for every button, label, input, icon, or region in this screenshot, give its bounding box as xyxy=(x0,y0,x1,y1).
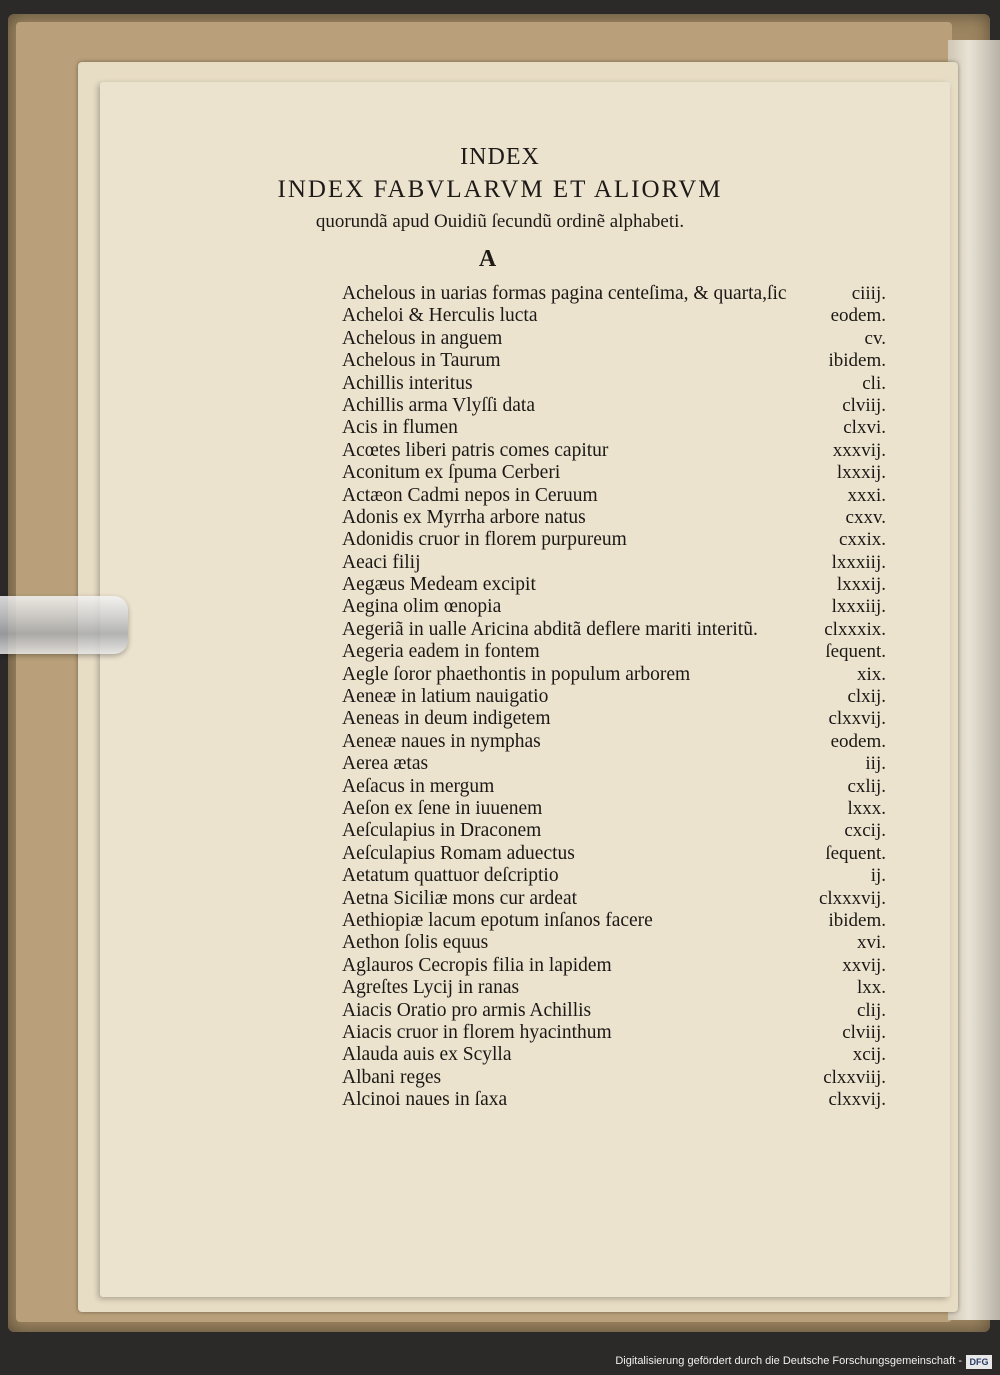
entry-page: cli. xyxy=(862,372,886,394)
entry-page: xix. xyxy=(856,663,886,685)
entry-page: ſequent. xyxy=(825,842,886,864)
entry-page: xcij. xyxy=(852,1044,886,1066)
entry-page: ſequent. xyxy=(825,641,886,663)
entry-page: lxxxij. xyxy=(836,462,886,484)
index-entry xyxy=(342,305,890,327)
entry-page: lxx. xyxy=(856,977,886,999)
entry-page: cv. xyxy=(864,327,886,349)
index-entry xyxy=(342,462,890,484)
index-entry xyxy=(342,731,890,753)
entry-page: lxxxiij. xyxy=(831,596,886,618)
entry-text: Actæon Cadmi nepos in Ceruum xyxy=(342,484,598,506)
entry-text: Aeſculapius in Draconem xyxy=(342,820,542,842)
index-entry xyxy=(342,417,890,439)
entry-page: clxxviij. xyxy=(823,1066,886,1088)
entry-text: Aetna Siciliæ mons cur ardeat xyxy=(342,887,578,909)
entry-text: Aethiopiæ lacum epotum inſanos facere xyxy=(342,909,653,931)
dfg-logo: DFG xyxy=(966,1355,992,1369)
entry-page: clxxvij. xyxy=(828,1089,886,1111)
index-entry xyxy=(342,283,890,305)
entry-text: Aeneas in deum indigetem xyxy=(342,708,551,730)
entry-page: lxxx. xyxy=(847,797,886,819)
entry-page: ibidem. xyxy=(828,909,886,931)
index-entry xyxy=(342,1044,890,1066)
entry-text: Achillis interitus xyxy=(342,372,473,394)
index-entry xyxy=(342,753,890,775)
index-entry xyxy=(342,865,890,887)
entry-text: Acœtes liberi patris comes capitur xyxy=(342,439,609,461)
index-entry xyxy=(342,619,890,641)
entry-page: eodem. xyxy=(830,305,886,327)
entry-page: clxxxvij. xyxy=(818,887,886,909)
entry-page: cxcij. xyxy=(844,820,886,842)
entry-page: iij. xyxy=(865,753,886,775)
index-entry xyxy=(342,798,890,820)
entry-text: Aetatum quattuor deſcriptio xyxy=(342,865,559,887)
entry-text: Aethon ſolis equus xyxy=(342,932,489,954)
entry-text: Adonidis cruor in florem purpureum xyxy=(342,529,627,551)
index-entry xyxy=(342,910,890,932)
entry-text: Alauda auis ex Scylla xyxy=(342,1044,512,1066)
entry-page: clxxxix. xyxy=(824,618,886,640)
index-entry xyxy=(342,1067,890,1089)
entry-page: cxxix. xyxy=(839,529,886,551)
entry-text: Agreſtes Lycij in ranas xyxy=(342,977,520,999)
entry-text: Aglauros Cecropis filia in lapidem xyxy=(342,954,612,976)
entry-text: Aeſculapius Romam aduectus xyxy=(342,842,575,864)
index-entry xyxy=(342,955,890,977)
entry-text: Albani reges xyxy=(342,1066,442,1088)
entry-text: Adonis ex Myrrha arbore natus xyxy=(342,506,586,528)
index-entry xyxy=(342,820,890,842)
entry-page: clxxvij. xyxy=(828,708,886,730)
entry-page: lxxxiij. xyxy=(831,551,886,573)
entry-text: Aconitum ex ſpuma Cerberi xyxy=(342,462,561,484)
entry-text: Acis in flumen xyxy=(342,417,458,439)
index-entry xyxy=(342,977,890,999)
entry-text: Aeſon ex ſene in iuuenem xyxy=(342,797,543,819)
entry-text: Aiacis Oratio pro armis Achillis xyxy=(342,999,592,1021)
entry-page: xxxvij. xyxy=(832,439,886,461)
entry-text: Achelous in uarias formas pagina centeſima, & quarta,ſic xyxy=(342,283,787,304)
entry-page: clxij. xyxy=(847,686,886,708)
index-entry xyxy=(342,664,890,686)
index-entry xyxy=(342,686,890,708)
index-entry xyxy=(342,373,890,395)
index-entry xyxy=(342,1089,890,1111)
index-entry xyxy=(342,574,890,596)
index-entry xyxy=(342,440,890,462)
entry-page: clviij. xyxy=(842,394,886,416)
index-entry xyxy=(342,1000,890,1022)
entry-text: Alcinoi naues in ſaxa xyxy=(342,1089,508,1111)
entry-text: Aegle ſoror phaethontis in populum arborem xyxy=(342,663,691,685)
glass-page-weight xyxy=(0,596,128,654)
entry-text: Aegina olim œnopia xyxy=(342,596,502,618)
running-head: INDEX xyxy=(460,144,540,170)
entry-text: Aeneæ in latium nauigatio xyxy=(342,686,549,708)
entry-text: Aegeriã in ualle Aricina abditã deflere mariti interitũ. xyxy=(342,618,758,640)
entry-page: lxxxij. xyxy=(836,574,886,596)
entry-page: ibidem. xyxy=(828,350,886,372)
entry-page: xvi. xyxy=(856,932,886,954)
digitization-credit: Digitalisierung gefördert durch die Deutsche Forschungsgemeinschaft - xyxy=(615,1355,962,1367)
index-entry xyxy=(342,507,890,529)
index-entry xyxy=(342,932,890,954)
index-entry xyxy=(342,888,890,910)
entry-page: xxvij. xyxy=(842,954,886,976)
index-entry xyxy=(342,1022,890,1044)
entry-text: Achelous in anguem xyxy=(342,327,503,349)
entry-text: Aiacis cruor in florem hyacinthum xyxy=(342,1021,612,1043)
section-letter: A xyxy=(478,246,498,272)
entry-text: Aegæus Medeam excipit xyxy=(342,574,536,596)
index-entry xyxy=(342,843,890,865)
index-entry xyxy=(342,328,890,350)
index-entry xyxy=(342,552,890,574)
entry-page: ij. xyxy=(870,865,886,887)
entry-text: Aeneæ naues in nymphas xyxy=(342,730,541,752)
entry-text: Aeſacus in mergum xyxy=(342,775,495,797)
index-entry xyxy=(342,529,890,551)
entry-page: clij. xyxy=(856,999,886,1021)
entry-page: eodem. xyxy=(830,730,886,752)
entry-text: Acheloi & Herculis lucta xyxy=(342,305,538,327)
entry-page: ciiij. xyxy=(851,283,886,304)
index-entry xyxy=(342,708,890,730)
entry-text: Aegeria eadem in fontem xyxy=(342,641,540,663)
index-entry xyxy=(342,485,890,507)
entry-text: Achillis arma Vlyſſi data xyxy=(342,394,535,416)
index-entry xyxy=(342,395,890,417)
entry-page: cxxv. xyxy=(845,506,886,528)
entry-text: Achelous in Taurum xyxy=(342,350,501,372)
index-title: INDEX FABVLARVM ET ALIORVM xyxy=(277,176,723,203)
index-entry xyxy=(342,641,890,663)
entry-page: clxvi. xyxy=(843,417,886,439)
index-entry xyxy=(342,776,890,798)
index-entries xyxy=(342,283,890,1111)
entry-page: xxxi. xyxy=(847,484,886,506)
entry-text: Aerea ætas xyxy=(342,753,429,775)
entry-text: Aeaci filij xyxy=(342,551,421,573)
index-subtitle: quorundã apud Ouidiũ ſecundũ ordinẽ alphabeti. xyxy=(315,211,685,232)
entry-page: cxlij. xyxy=(847,775,886,797)
index-entry xyxy=(342,596,890,618)
entry-page: clviij. xyxy=(842,1021,886,1043)
index-entry xyxy=(342,350,890,372)
